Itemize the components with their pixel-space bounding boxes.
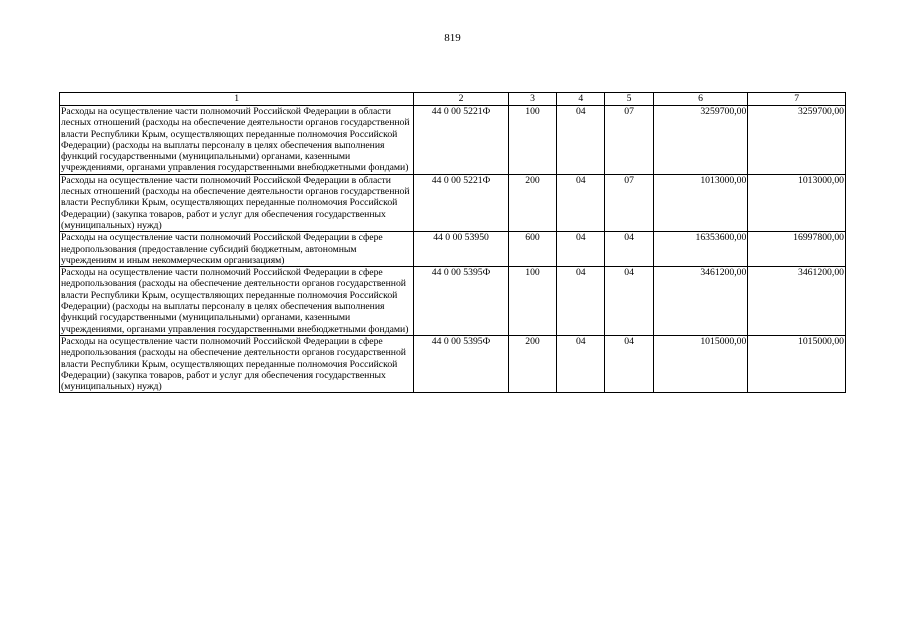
row-amount-1: 3461200,00 <box>653 267 748 336</box>
row-target-code: 44 0 00 5221Ф <box>414 174 509 231</box>
row-subsection: 07 <box>605 106 653 175</box>
table-row <box>60 232 846 267</box>
row-expense-type: 200 <box>508 174 556 231</box>
header-cell: 4 <box>557 93 605 106</box>
header-cell: 3 <box>508 93 556 106</box>
page-number: 819 <box>444 32 461 44</box>
row-description: Расходы на осуществление части полномочий Российской Федерации в сфере недропользования (расходы на обеспечение деятельности органов государственной власти Республики Крым, осуществляющих переданные полномочия Российской Федерации) (расходы на выплаты персоналу в целях обеспечения выполнения функций государственными (муниципальными) органами, казенными учреждениями, органами управления государственными внебюджетными фондами) <box>60 267 414 336</box>
header-row <box>60 93 846 106</box>
row-section: 04 <box>557 232 605 267</box>
row-subsection: 04 <box>605 267 653 336</box>
row-description: Расходы на осуществление части полномочий Российской Федерации в области лесных отношений (расходы на обеспечение деятельности органов государственной власти Республики Крым, осуществляющих переданные полномочия Российской Федерации) (расходы на выплаты персоналу в целях обеспечения выполнения функций государственными (муниципальными) органами, казенными учреждениями, органами управления государственными внебюджетными фондами) <box>60 106 414 175</box>
header-cell: 5 <box>605 93 653 106</box>
row-target-code: 44 0 00 53950 <box>414 232 509 267</box>
row-amount-2: 1013000,00 <box>748 174 846 231</box>
table-row <box>60 106 846 175</box>
row-expense-type: 100 <box>508 106 556 175</box>
row-target-code: 44 0 00 5395Ф <box>414 267 509 336</box>
row-amount-1: 1013000,00 <box>653 174 748 231</box>
row-expense-type: 100 <box>508 267 556 336</box>
row-amount-1: 16353600,00 <box>653 232 748 267</box>
row-subsection: 04 <box>605 232 653 267</box>
header-cell: 7 <box>748 93 846 106</box>
budget-table <box>59 92 846 393</box>
table-row <box>60 335 846 392</box>
row-expense-type: 200 <box>508 335 556 392</box>
row-section: 04 <box>557 106 605 175</box>
row-subsection: 07 <box>605 174 653 231</box>
header-cell: 2 <box>414 93 509 106</box>
row-amount-2: 3259700,00 <box>748 106 846 175</box>
table-row <box>60 267 846 336</box>
row-description: Расходы на осуществление части полномочий Российской Федерации в области лесных отношений (расходы на обеспечение деятельности органов государственной власти Республики Крым, осуществляющих переданные полномочия Российской Федерации) (закупка товаров, работ и услуг для обеспечения государственных (муниципальных) нужд) <box>60 174 414 231</box>
row-amount-2: 1015000,00 <box>748 335 846 392</box>
row-amount-1: 3259700,00 <box>653 106 748 175</box>
row-subsection: 04 <box>605 335 653 392</box>
row-amount-2: 3461200,00 <box>748 267 846 336</box>
header-cell: 1 <box>60 93 414 106</box>
row-expense-type: 600 <box>508 232 556 267</box>
row-section: 04 <box>557 174 605 231</box>
row-section: 04 <box>557 335 605 392</box>
row-description: Расходы на осуществление части полномочий Российской Федерации в сфере недропользования (расходы на обеспечение деятельности органов государственной власти Республики Крым, осуществляющих переданные полномочия Российской Федерации) (закупка товаров, работ и услуг для обеспечения государственных (муниципальных) нужд) <box>60 335 414 392</box>
header-cell: 6 <box>653 93 748 106</box>
row-amount-1: 1015000,00 <box>653 335 748 392</box>
row-target-code: 44 0 00 5221Ф <box>414 106 509 175</box>
row-section: 04 <box>557 267 605 336</box>
table-row <box>60 174 846 231</box>
row-description: Расходы на осуществление части полномочий Российской Федерации в сфере недропользования (предоставление субсидий бюджетным, автономным учреждениям и иным некоммерческим организациям) <box>60 232 414 267</box>
row-target-code: 44 0 00 5395Ф <box>414 335 509 392</box>
row-amount-2: 16997800,00 <box>748 232 846 267</box>
